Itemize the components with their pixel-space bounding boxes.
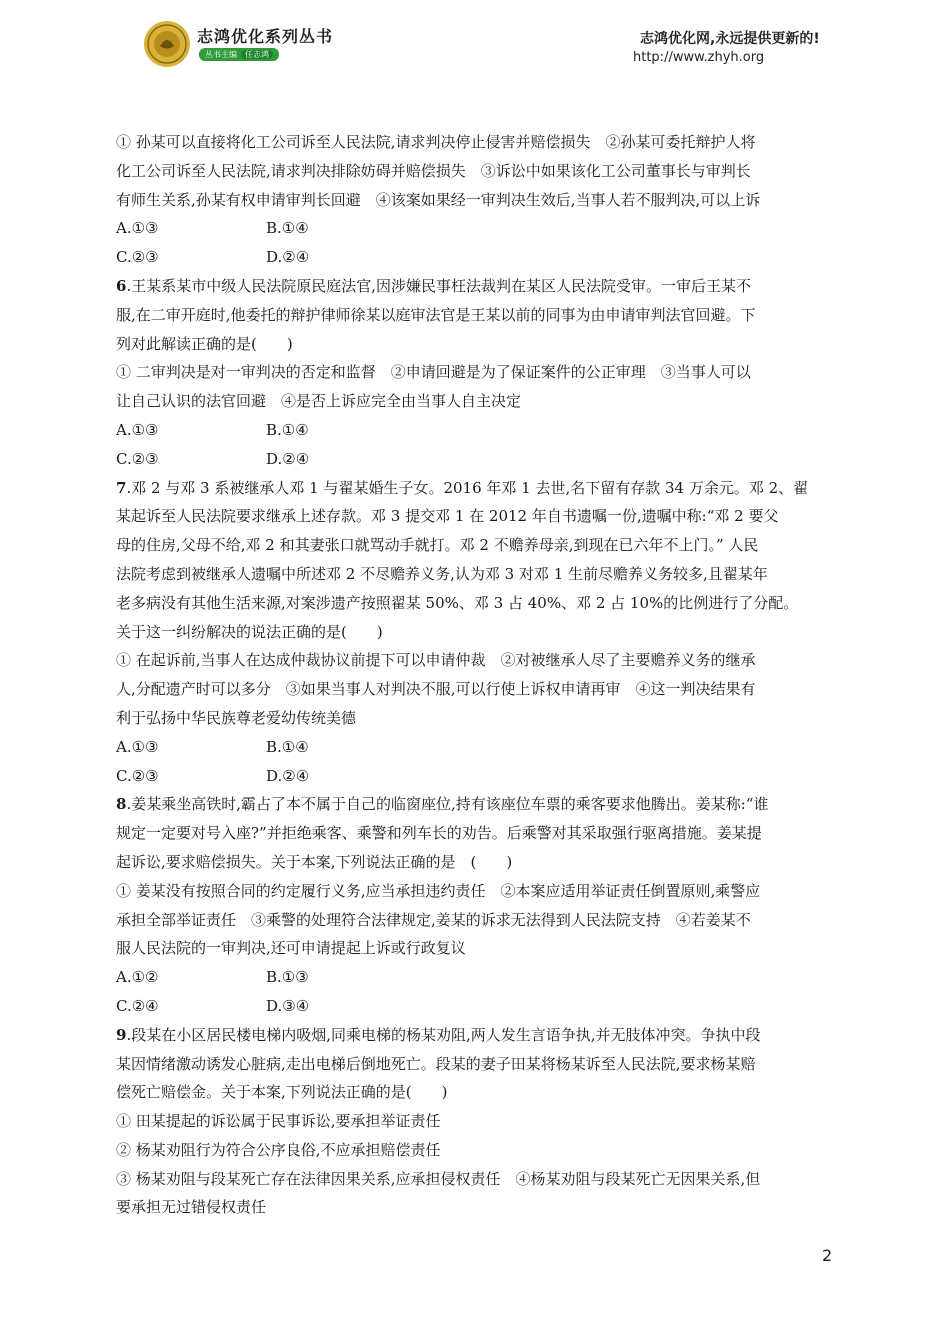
option-c: C.②④ [116,996,159,1015]
question-stem-line: 规定一定要对号入座?”并拒绝乘客、乘警和列车长的劝告。后乘警对其采取强行驱离措施。姜某提 [116,824,762,843]
question-stem-line: 服,在二审开庭时,他委托的辩护律师徐某以庭审法官是王某以前的同事为由申请审判法官回避。下 [116,305,756,324]
statement-line: 让自己认识的法官回避 ④是否上诉应完全由当事人自主决定 [116,392,522,411]
option-b: B.①④ [266,219,309,238]
statement-line: ① 田某提起的诉讼属于民事诉讼,要承担举证责任 [116,1112,441,1131]
question-stem-line: 列对此解读正确的是( ) [116,334,293,353]
option-d: D.③④ [266,996,310,1015]
brand-seal-logo [143,20,191,68]
question-stem-line [116,1021,836,1050]
brand-sub-editor: 任志鸿 [241,50,273,59]
option-a: A.①③ [116,737,159,756]
question-stem-line: 某起诉至人民法院要求继承上述存款。邓 3 提交邓 1 在 2012 年自书遗嘱一份,遗嘱中称:“邓 2 要父 [116,507,779,526]
option-a: A.①③ [116,219,159,238]
statement-line: 有师生关系,孙某有权申请审判长回避 ④该案如果经一审判决生效后,当事人若不服判决,可以上诉 [116,190,761,209]
page-header [0,0,950,80]
statement-line: 利于弘扬中华民族尊老爱幼传统美德 [116,708,357,727]
question-stem-line: 老多病没有其他生活来源,对案涉遗产按照翟某 50%、邓 3 占 40%、邓 2 占 10%的比例进行了分配。 [116,593,799,612]
question-stem-line: 偿死亡赔偿金。关于本案,下列说法正确的是( ) [116,1083,448,1102]
question-stem-line [116,790,836,819]
brand-subtitle [199,48,279,61]
statement-line: ① 在起诉前,当事人在达成仲裁协议前提下可以申请仲裁 ②对被继承人尽了主要赡养义务的继承 [116,651,756,670]
statement-line: ③ 杨某劝阻与段某死亡存在法律因果关系,应承担侵权责任 ④杨某劝阻与段某死亡无因果关系,但 [116,1169,761,1188]
options-row [116,243,836,272]
question-content [116,128,836,1222]
option-d: D.②④ [266,248,310,267]
option-d: D.②④ [266,766,310,785]
site-url[interactable]: http://www.zhyh.org [633,50,765,65]
option-b: B.①③ [266,968,309,987]
stem-text: .王某系某市中级人民法院原民庭法官,因涉嫌民事枉法裁判在某区人民法院受审。一审后王某不 [126,276,751,295]
options-row [116,992,836,1021]
question-number: 6 [116,276,127,295]
question-number: 9 [116,1025,127,1044]
statement-line: ① 二审判决是对一审判决的否定和监督 ②申请回避是为了保证案件的公正审理 ③当事人可以 [116,363,751,382]
option-b: B.①④ [266,737,309,756]
question-number: 8 [116,795,127,814]
statement-line: 人,分配遗产时可以多分 ③如果当事人对判决不服,可以行使上诉权申请再审 ④这一判决结果有 [116,680,756,699]
options-row [116,445,836,474]
site-slogan: 志鸿优化网,永远提供更新的! [640,31,820,47]
options-row [116,762,836,791]
option-d: D.②④ [266,449,310,468]
option-b: B.①④ [266,420,309,439]
question-stem-line: 法院考虑到被继承人遗嘱中所述邓 2 不尽赡养义务,认为邓 3 对邓 1 生前尽赡养义务较多,且翟某年 [116,564,768,583]
statement-line: ② 杨某劝阻行为符合公序良俗,不应承担赔偿责任 [116,1140,441,1159]
stem-text: .邓 2 与邓 3 系被继承人邓 1 与翟某婚生子女。2016 年邓 1 去世,名下留有存款 34 万余元。邓 2、翟 [126,478,809,497]
page-number: 2 [822,1246,833,1265]
question-stem-line: 母的住房,父母不给,邓 2 和其妻张口就骂动手就打。邓 2 不赡养母亲,到现在已六年不上门。” 人民 [116,536,759,555]
statement-line: 承担全部举证责任 ③乘警的处理符合法律规定,姜某的诉求无法得到人民法院支持 ④若姜某不 [116,910,751,929]
statement-line: 服人民法院的一审判决,还可申请提起上诉或行政复议 [116,939,466,958]
statement-line: ① 孙某可以直接将化工公司诉至人民法院,请求判决停止侵害并赔偿损失 ②孙某可委托辩护人将 [116,133,756,151]
option-c: C.②③ [116,449,159,468]
question-stem-line: 起诉讼,要求赔偿损失。关于本案,下列说法正确的是 ( ) [116,852,513,871]
option-a: A.①② [116,968,159,987]
question-stem-line: 某因情绪激动诱发心脏病,走出电梯后倒地死亡。段某的妻子田某将杨某诉至人民法院,要求杨某赔 [116,1054,756,1073]
option-a: A.①③ [116,420,159,439]
brand-title: 志鸿优化系列丛书 [197,27,334,46]
options-row [116,963,836,992]
options-row [116,416,836,445]
options-row [116,214,836,243]
statement-line: ① 姜某没有按照合同的约定履行义务,应当承担违约责任 ②本案应适用举证责任倒置原则,乘警应 [116,881,761,900]
stem-text: .段某在小区居民楼电梯内吸烟,同乘电梯的杨某劝阻,两人发生言语争执,并无肢体冲突。争执中段 [126,1025,761,1044]
question-stem-line [116,474,836,503]
statement-line: 要承担无过错侵权责任 [116,1198,267,1217]
option-c: C.②③ [116,248,159,267]
question-stem-line [116,272,836,301]
question-number: 7 [116,478,127,497]
question-stem-line: 关于这一纠纷解决的说法正确的是( ) [116,622,383,641]
option-c: C.②③ [116,766,159,785]
options-row [116,733,836,762]
brand-sub-label: 丛书主编 [205,50,237,59]
stem-text: .姜某乘坐高铁时,霸占了本不属于自己的临窗座位,持有该座位车票的乘客要求他腾出。姜某称:“谁 [126,795,769,814]
statement-line: 化工公司诉至人民法院,请求判决排除妨碍并赔偿损失 ③诉讼中如果该化工公司董事长与审判长 [116,161,751,180]
